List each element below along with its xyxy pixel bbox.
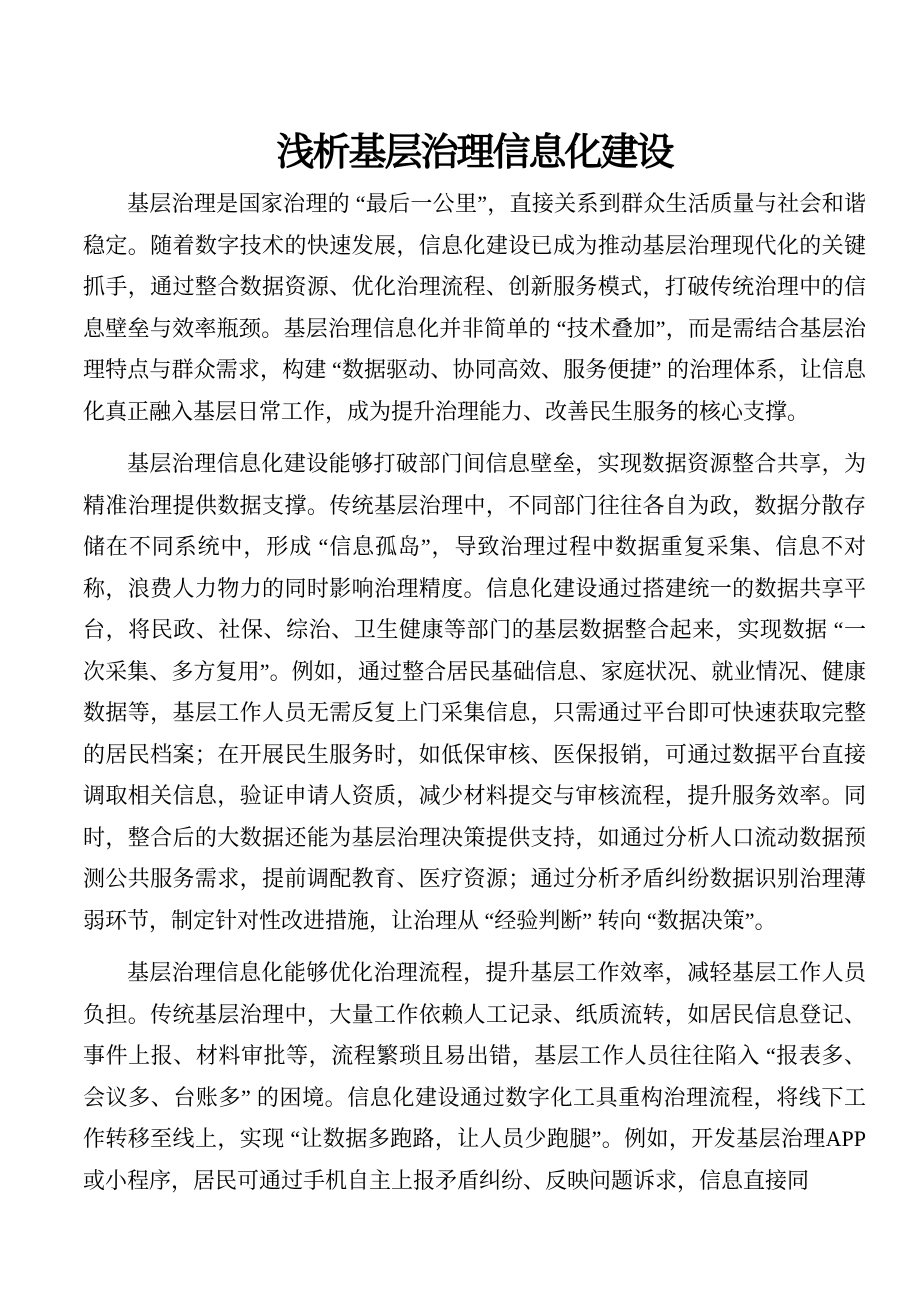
paragraph-intro: 基层治理是国家治理的 “最后一公里”，直接关系到群众生活质量与社会和谐稳定。随着数字技术的快速发展，信息化建设已成为推动基层治理现代化的关键抓手，通过整合数据资源、优化治理流程、创新服务模式，打破传统治理中的信息壁垒与效率瓶颈。基层治理信息化并非简单的 “技术叠加”，而是需结合基层治理特点与群众需求，构建 “数据驱动、协同高效、服务便捷” 的治理体系，让信息化真正融入基层日常工作，成为提升治理能力、改善民生服务的核心支撑。 — [83, 191, 866, 424]
paragraph-process-optimization: 基层治理信息化能够优化治理流程，提升基层工作效率，减轻基层工作人员负担。传统基层治理中，大量工作依赖人工记录、纸质流转，如居民信息登记、事件上报、材料审批等，流程繁琐且易出错，基层工作人员往往陷入 “报表多、会议多、台账多” 的困境。信息化建设通过数字化工具重构治理流程，将线下工作转移至线上，实现 “让数据多跑路，让人员少跑腿”。例如，开发基层治理APP 或小程序，居民可通过手机自主上报矛盾纠纷、反映问题诉求，信息直接同 — [83, 960, 866, 1193]
paragraph-data-sharing: 基层治理信息化建设能够打破部门间信息壁垒，实现数据资源整合共享，为精准治理提供数据支撑。传统基层治理中，不同部门往往各自为政，数据分散存储在不同系统中，形成 “信息孤岛”，导致治理过程中数据重复采集、信息不对称，浪费人力物力的同时影响治理精度。信息化建设通过搭建统一的数据共享平台，将民政、社保、综治、卫生健康等部门的基层数据整合起来，实现数据 “一次采集、多方复用”。例如，通过整合居民基础信息、家庭状况、就业情况、健康数据等，基层工作人员无需反复上门采集信息，只需通过平台即可快速获取完整的居民档案；在开展民生服务时，如低保审核、医保报销，可通过数据平台直接调取相关信息，验证申请人资质，减少材料提交与审核流程，提升服务效率。同时，整合后的大数据还能为基层治理决策提供支持，如通过分析人口流动数据预测公共服务需求，提前调配教育、医疗资源；通过分析矛盾纠纷数据识别治理薄弱环节，制定针对性改进措施，让治理从 “经验判断” 转向 “数据决策”。 — [83, 451, 866, 933]
document-content — [83, 0, 866, 1212]
document-title: 浅析基层治理信息化建设 — [276, 132, 673, 174]
